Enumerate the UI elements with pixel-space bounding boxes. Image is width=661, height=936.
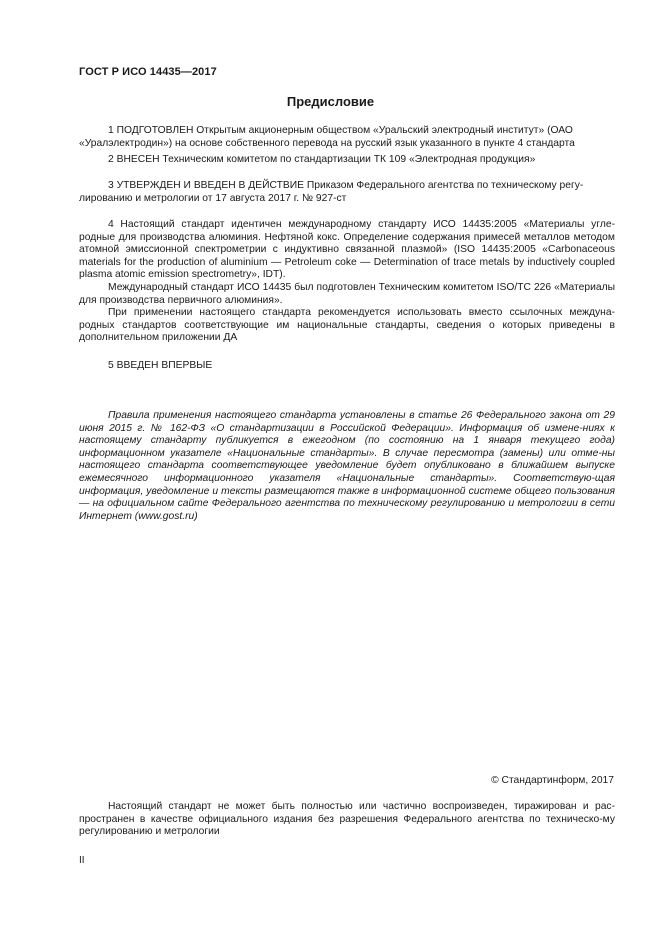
item-4-paragraph-3: При применении настоящего стандарта рекомендуется использовать вместо ссылочных междуна-родных стандартов соответствующие им национальные стандарты, сведения о которых приведены в дополнительном приложении ДА: [79, 307, 615, 344]
item-3: [79, 180, 615, 205]
item-3-line-2: лированию и метрологии от 17 августа 2017 г. № 927-ст: [79, 192, 347, 204]
rules-notice: [79, 410, 615, 523]
document-header: ГОСТ Р ИСО 14435—2017: [79, 66, 217, 78]
page-title: Предисловие: [286, 94, 375, 109]
item-1-line-1: 1 ПОДГОТОВЛЕН Открытым акционерным обществом «Уральский электродный институт» (ОАО: [108, 125, 573, 136]
item-2: [79, 154, 615, 167]
page-number: II: [79, 855, 85, 866]
item-1-line-2: «Уралэлектродин») на основе собственного перевода на русский язык указанного в пункте 4 стандарта: [79, 137, 575, 149]
footer-note: [79, 801, 615, 839]
item-1: [79, 125, 615, 150]
item-4: [79, 219, 615, 345]
rules-notice-text: Правила применения настоящего стандарта установлены в статье 26 Федерального закона от 29 июня 2015 г. № 162-ФЗ «О стандартизации в Российской Федерации». Информация об измене-ниях к настоящему стандарту публикуется в ежегодном (по состоянию на 1 января текущего года) информационном указателе «Национальные стандарты». В случае пересмотра (замены) или отме-ны настоящего стандарта соответствующее уведомление будет опубликовано в ближайшем выпуске ежемесячного информационного указателя «Национальные стандарты». Соответствую-щая информация, уведомление и тексты размещаются также в информационной системе общего пользования — на официальном сайте Федерального агентства по техническому регулированию и метрологии в сети Интернет (www.gost.ru): [79, 410, 615, 522]
item-2-text: 2 ВНЕСЕН Техническим комитетом по стандартизации ТК 109 «Электродная продукция»: [108, 154, 536, 165]
footer-note-text: Настоящий стандарт не может быть полностью или частично воспроизведен, тиражирован и рас-пространен в качестве официального издания без разрешения Федерального агентства по техническо-му регулированию и метрологии: [79, 801, 615, 838]
item-5: [79, 360, 615, 373]
item-5-text: 5 ВВЕДЕН ВПЕРВЫЕ: [108, 360, 213, 371]
item-3-line-1: 3 УТВЕРЖДЕН И ВВЕДЕН В ДЕЙСТВИЕ Приказом Федерального агентства по техническому регу-: [108, 180, 584, 191]
item-4-paragraph-2: Международный стандарт ИСО 14435 был подготовлен Техническим комитетом ISO/TC 226 «Материалы для производства первичного алюминия».: [79, 281, 615, 306]
item-4-paragraph-1: 4 Настоящий стандарт идентичен международному стандарту ИСО 14435:2005 «Материалы угле-родные для производства алюминия. Нефтяной кокс. Определение содержания примесей металлов методом атомной эмиссионной спектрометрии с индуктивно связанной плазмой» (ISO 14435:2005 «Carbonaceous materials for the production of aluminium — Petroleum coke — Determination of trace metals by inductively coupled plasma atomic emission spectrometry», IDT).: [79, 219, 615, 281]
copyright: © Стандартинформ, 2017: [491, 775, 614, 786]
